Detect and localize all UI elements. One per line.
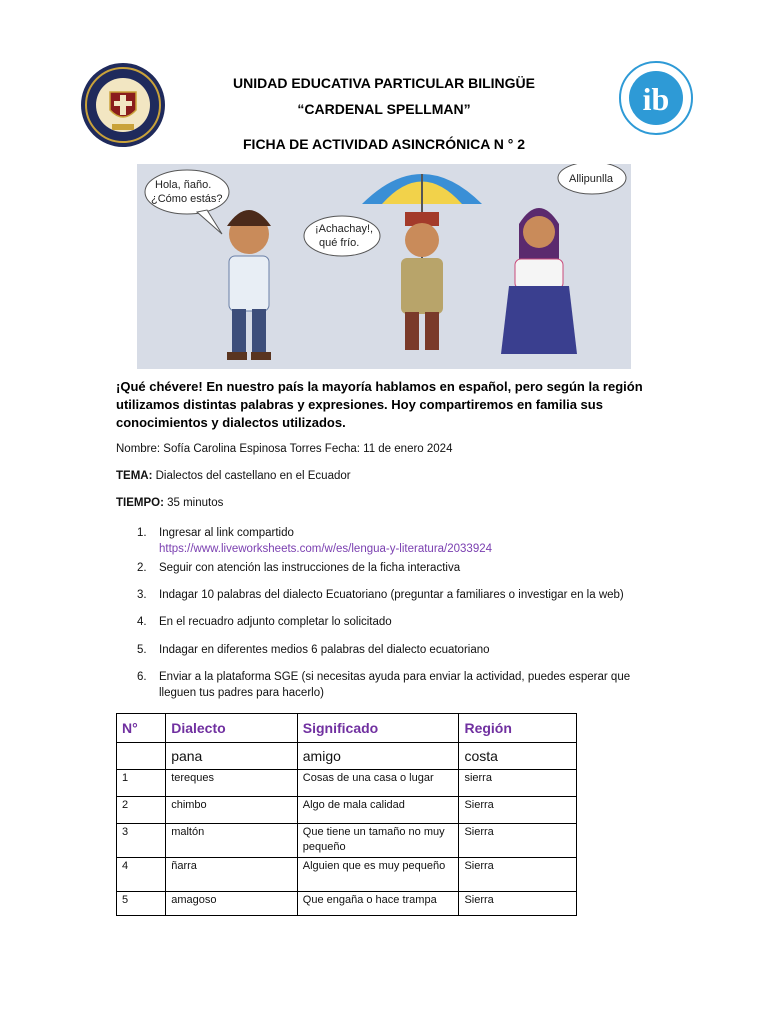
bubble3-text: Allipunlla bbox=[569, 173, 614, 185]
table-cell: costa bbox=[459, 743, 577, 770]
table-row bbox=[117, 770, 577, 797]
dialect-table bbox=[116, 713, 577, 916]
student-name-date: Nombre: Sofía Carolina Espinosa Torres Fecha: 11 de enero 2024 bbox=[116, 443, 453, 455]
step-text: Ingresar al link compartido bbox=[159, 527, 294, 539]
table-cell: 2 bbox=[117, 797, 166, 824]
dialect-illustration bbox=[137, 164, 631, 369]
worksheet-link[interactable]: https://www.liveworksheets.com/w/es/lengua-y-literatura/2033924 bbox=[159, 543, 493, 555]
topic-line bbox=[116, 470, 351, 482]
bubble1-line1: Hola, ñaño. bbox=[155, 179, 212, 191]
table-cell: sierra bbox=[459, 770, 577, 797]
topic-value: Dialectos del castellano en el Ecuador bbox=[152, 470, 351, 482]
step-number: 3. bbox=[137, 589, 147, 601]
table-cell: Sierra bbox=[459, 858, 577, 892]
col-region-header: Región bbox=[459, 714, 577, 743]
step-number: 5. bbox=[137, 644, 147, 656]
time-line bbox=[116, 497, 223, 509]
table-example-row bbox=[117, 743, 577, 770]
bubble2-line1: ¡Achachay!, bbox=[315, 223, 374, 235]
table-cell: 1 bbox=[117, 770, 166, 797]
ib-world-school-logo bbox=[618, 58, 694, 138]
table-cell: pana bbox=[166, 743, 298, 770]
col-number-header: N° bbox=[117, 714, 166, 743]
school-name-line1: UNIDAD EDUCATIVA PARTICULAR BILINGÜE bbox=[232, 75, 536, 91]
table-cell: maltón bbox=[166, 824, 298, 858]
intro-paragraph: ¡Qué chévere! En nuestro país la mayoría hablamos en español, pero según la región utilizamos distintas palabras y expresiones. Hoy compartiremos en familia sus conocimientos y dialectos utilizados. bbox=[116, 379, 643, 430]
step-number: 1. bbox=[137, 527, 147, 539]
bubble2-line2: qué frío. bbox=[319, 237, 360, 249]
table-cell: 5 bbox=[117, 892, 166, 916]
table-cell: amagoso bbox=[166, 892, 298, 916]
table-cell: tereques bbox=[166, 770, 298, 797]
table-header-row bbox=[117, 714, 577, 743]
step-text: En el recuadro adjunto completar lo solicitado bbox=[159, 616, 392, 628]
step-text: Enviar a la plataforma SGE (si necesitas ayuda para enviar la actividad, puedes esperar que lleguen tus padres para hacerlo) bbox=[159, 671, 631, 699]
svg-text:ib: ib bbox=[642, 81, 670, 117]
table-cell: Sierra bbox=[459, 892, 577, 916]
table-cell bbox=[117, 743, 166, 770]
table-row bbox=[117, 858, 577, 892]
table-cell: ñarra bbox=[166, 858, 298, 892]
activity-title: FICHA DE ACTIVIDAD ASINCRÓNICA N ° 2 bbox=[243, 136, 525, 152]
table-cell: Alguien que es muy pequeño bbox=[297, 858, 459, 892]
step-number: 6. bbox=[137, 671, 147, 683]
table-cell: 3 bbox=[117, 824, 166, 858]
bubble1-line2: ¿Cómo estás? bbox=[151, 193, 223, 205]
topic-label: TEMA: bbox=[116, 470, 153, 482]
step-text: Indagar 10 palabras del dialecto Ecuatoriano (preguntar a familiares o investigar en la web) bbox=[159, 589, 624, 601]
col-meaning-header: Significado bbox=[297, 714, 459, 743]
table-cell: chimbo bbox=[166, 797, 298, 824]
table-cell: Que engaña o hace trampa bbox=[297, 892, 459, 916]
table-row bbox=[117, 824, 577, 858]
step-number: 4. bbox=[137, 616, 147, 628]
step-number: 2. bbox=[137, 562, 147, 574]
time-value: 35 minutos bbox=[163, 497, 224, 509]
table-row bbox=[117, 797, 577, 824]
table-cell: Sierra bbox=[459, 797, 577, 824]
table-cell: Sierra bbox=[459, 824, 577, 858]
table-cell: Cosas de una casa o lugar bbox=[297, 770, 459, 797]
time-label: TIEMPO: bbox=[116, 497, 164, 509]
col-dialect-header: Dialecto bbox=[166, 714, 298, 743]
school-name-line2: “CARDENAL SPELLMAN” bbox=[297, 101, 471, 117]
table-row bbox=[117, 892, 577, 916]
step-text: Indagar en diferentes medios 6 palabras del dialecto ecuatoriano bbox=[159, 644, 490, 656]
step-text: Seguir con atención las instrucciones de la ficha interactiva bbox=[159, 562, 461, 574]
table-cell: amigo bbox=[297, 743, 459, 770]
table-cell: Algo de mala calidad bbox=[297, 797, 459, 824]
table-cell: 4 bbox=[117, 858, 166, 892]
table-cell: Que tiene un tamaño no muy pequeño bbox=[297, 824, 459, 858]
